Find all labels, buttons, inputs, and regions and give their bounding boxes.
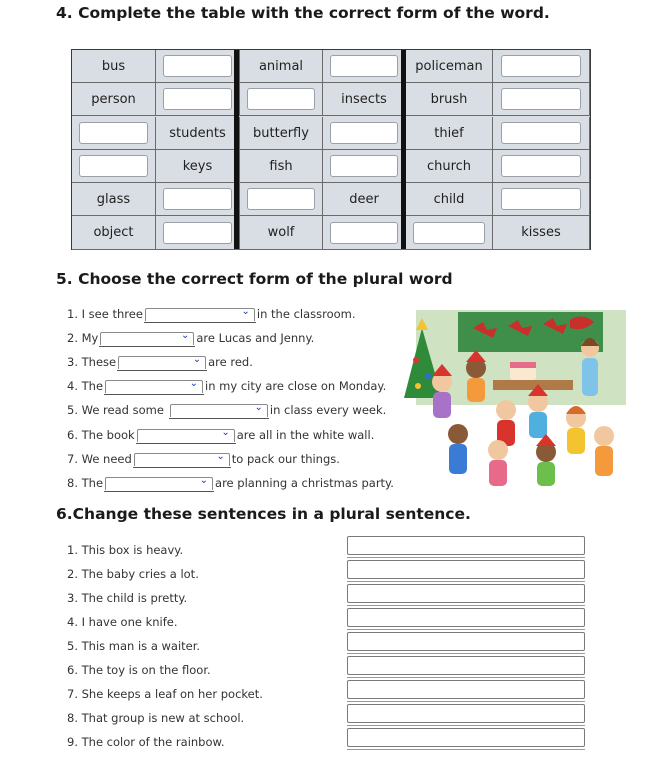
answer-input[interactable] <box>163 188 233 210</box>
chevron-down-icon: ⌄ <box>199 475 209 486</box>
table-word-cell: child <box>406 183 493 216</box>
plural-table <box>71 49 591 250</box>
table-blank-cell <box>406 216 493 250</box>
table-blank-cell <box>493 83 590 116</box>
table-blank-cell <box>156 183 240 216</box>
table-blank-cell <box>240 183 323 216</box>
fill-in-sentence <box>67 355 253 369</box>
sentence-end: in my city are close on Monday. <box>205 379 387 393</box>
plural-dropdown[interactable] <box>145 308 255 321</box>
table-blank-cell <box>493 50 590 83</box>
plural-answer-input[interactable] <box>347 728 585 747</box>
table-word-cell: fish <box>240 150 323 183</box>
table-word-cell: deer <box>323 183 406 216</box>
table-word-cell: thief <box>406 117 493 150</box>
fill-in-sentence <box>67 452 340 466</box>
section-5-title: 5. Choose the correct form of the plural word <box>56 270 453 288</box>
plural-answer-input[interactable] <box>347 584 585 603</box>
answer-input[interactable] <box>247 188 316 210</box>
table-word-cell: animal <box>240 50 323 83</box>
plural-dropdown[interactable] <box>105 380 203 393</box>
answer-input[interactable] <box>247 88 316 110</box>
sentence-end: in the classroom. <box>256 307 356 321</box>
chevron-down-icon: ⌄ <box>221 427 230 438</box>
table-blank-cell <box>323 117 406 150</box>
chevron-down-icon: ⌄ <box>192 354 202 365</box>
section-6-title: 6.Change these sentences in a plural sentence. <box>56 505 471 523</box>
sentence-end: to pack our things. <box>231 452 340 466</box>
answer-input[interactable] <box>501 88 582 110</box>
table-word-cell: policeman <box>406 50 493 83</box>
sentence-start: 5. We read some <box>67 403 164 417</box>
answer-input[interactable] <box>163 55 233 77</box>
sentence-to-pluralize: 5. This man is a waiter. <box>67 639 201 653</box>
answer-input[interactable] <box>413 222 485 244</box>
fill-in-sentence <box>67 331 314 345</box>
sentence-to-pluralize: 3. The child is pretty. <box>67 591 188 605</box>
plural-dropdown[interactable] <box>118 356 206 369</box>
answer-input[interactable] <box>330 55 399 77</box>
table-blank-cell <box>323 216 406 250</box>
sentence-start: 8. The <box>67 476 104 490</box>
section-4-title: 4. Complete the table with the correct form of the word. <box>56 4 550 22</box>
sentence-to-pluralize: 6. The toy is on the floor. <box>67 663 211 677</box>
sentence-to-pluralize: 8. That group is new at school. <box>67 711 245 725</box>
sentence-start: 6. The book <box>67 428 135 442</box>
answer-input[interactable] <box>501 155 582 177</box>
table-word-cell: glass <box>72 183 156 216</box>
sentence-to-pluralize: 2. The baby cries a lot. <box>67 567 199 581</box>
table-blank-cell <box>323 150 406 183</box>
chevron-down-icon: ⌄ <box>241 306 250 317</box>
table-blank-cell <box>156 216 240 250</box>
plural-dropdown[interactable] <box>137 429 235 442</box>
answer-input[interactable] <box>79 155 149 177</box>
answer-input[interactable] <box>330 155 399 177</box>
table-blank-cell <box>493 183 590 216</box>
fill-in-sentence <box>67 428 374 442</box>
sentence-start: 1. I see three <box>67 307 143 321</box>
sentence-start: 4. The <box>67 379 104 393</box>
plural-dropdown[interactable] <box>134 453 230 466</box>
sentence-end: are red. <box>208 355 253 369</box>
answer-input[interactable] <box>501 55 582 77</box>
answer-input[interactable] <box>163 222 233 244</box>
table-word-cell: insects <box>323 83 406 116</box>
plural-answer-input[interactable] <box>347 656 585 675</box>
sentence-to-pluralize: 7. She keeps a leaf on her pocket. <box>67 687 263 701</box>
answer-input[interactable] <box>79 122 149 144</box>
column-group-separator <box>234 50 239 249</box>
children-christmas-party-illustration <box>398 310 630 490</box>
plural-answer-input[interactable] <box>347 608 585 627</box>
chevron-down-icon: ⌄ <box>189 378 199 389</box>
sentence-to-pluralize: 1. This box is heavy. <box>67 543 184 557</box>
sentence-start: 2. My <box>67 331 99 345</box>
sentence-to-pluralize: 4. I have one knife. <box>67 615 178 629</box>
column-group-separator <box>401 50 406 249</box>
table-word-cell: wolf <box>240 216 323 250</box>
fill-in-sentence <box>67 379 386 393</box>
table-word-cell: keys <box>156 150 240 183</box>
table-blank-cell <box>72 117 156 150</box>
table-word-cell: church <box>406 150 493 183</box>
table-blank-cell <box>156 83 240 116</box>
chevron-down-icon: ⌄ <box>254 402 263 413</box>
table-word-cell: students <box>156 117 240 150</box>
sentence-end: in class every week. <box>269 403 387 417</box>
fill-in-sentence <box>67 476 394 490</box>
plural-answer-input[interactable] <box>347 704 585 723</box>
answer-input[interactable] <box>501 188 582 210</box>
plural-dropdown[interactable] <box>170 404 268 417</box>
fill-in-sentence <box>67 307 356 321</box>
plural-dropdown[interactable] <box>100 332 194 345</box>
table-word-cell: bus <box>72 50 156 83</box>
answer-input[interactable] <box>501 122 582 144</box>
table-word-cell: person <box>72 83 156 116</box>
plural-dropdown[interactable] <box>105 477 213 490</box>
sentence-start: 7. We need <box>67 452 132 466</box>
chevron-down-icon: ⌄ <box>216 451 225 462</box>
sentence-start: 3. These <box>67 355 117 369</box>
table-word-cell: object <box>72 216 156 250</box>
plural-answer-input[interactable] <box>347 560 585 579</box>
plural-answer-input[interactable] <box>347 536 585 555</box>
table-blank-cell <box>323 50 406 83</box>
plural-answer-input[interactable] <box>347 680 585 699</box>
answer-input[interactable] <box>330 222 399 244</box>
chevron-down-icon: ⌄ <box>180 330 190 341</box>
fill-in-sentence <box>67 403 386 417</box>
table-word-cell: brush <box>406 83 493 116</box>
sentence-end: are planning a christmas party. <box>215 476 394 490</box>
sentence-end: are Lucas and Jenny. <box>196 331 315 345</box>
table-blank-cell <box>72 150 156 183</box>
plural-answer-input[interactable] <box>347 632 585 651</box>
answer-input[interactable] <box>330 122 399 144</box>
table-blank-cell <box>240 83 323 116</box>
table-blank-cell <box>493 150 590 183</box>
sentence-end: are all in the white wall. <box>236 428 375 442</box>
table-blank-cell <box>493 117 590 150</box>
table-word-cell: butterfly <box>240 117 323 150</box>
table-blank-cell <box>156 50 240 83</box>
sentence-to-pluralize: 9. The color of the rainbow. <box>67 735 225 749</box>
table-word-cell: kisses <box>493 216 590 250</box>
answer-input[interactable] <box>163 88 233 110</box>
